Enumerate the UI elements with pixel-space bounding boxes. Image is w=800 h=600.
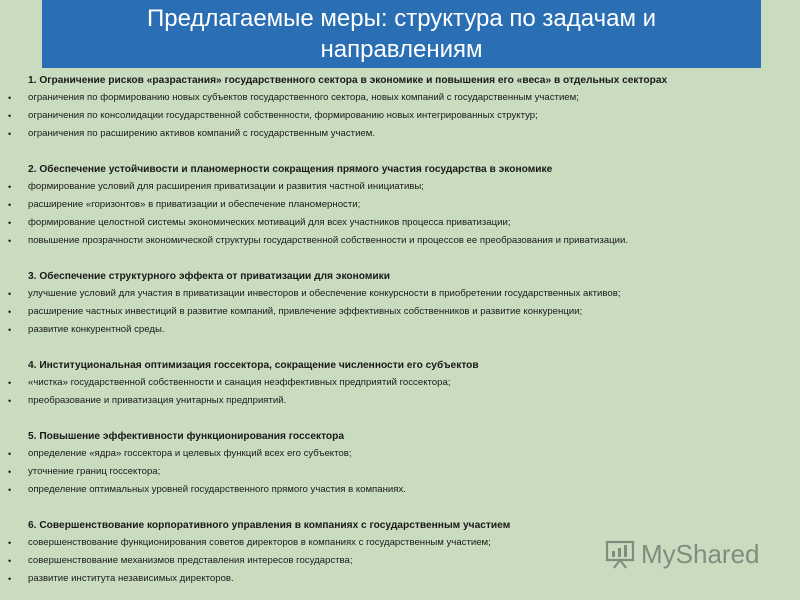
list-item (0, 374, 790, 392)
section-spacer (0, 250, 790, 268)
bullet-icon: • (8, 200, 12, 210)
list-item (0, 214, 790, 232)
section-heading: 6. Совершенствование корпоративного управления в компаниях с государственным участием (28, 520, 511, 531)
bullet-icon: • (8, 236, 12, 246)
section-3 (0, 268, 790, 339)
bullet-icon: • (8, 467, 12, 477)
list-item (0, 125, 790, 143)
section-spacer (0, 410, 790, 428)
list-item-text: развитие института независимых директоров. (28, 573, 234, 584)
bullet-list (0, 374, 790, 410)
watermark-text: MyShared (641, 538, 760, 569)
list-item (0, 445, 790, 463)
list-item (0, 392, 790, 410)
presentation-board-icon (605, 539, 635, 569)
section-spacer (0, 339, 790, 357)
list-item-text: уточнение границ госсектора; (28, 466, 161, 477)
section-heading: 1. Ограничение рисков «разрастания» государственного сектора в экономике и повышения его «веса» в отдельных секторах (28, 75, 668, 86)
list-item (0, 89, 790, 107)
slide-title: Предлагаемые меры: структура по задачам и направлениям (146, 5, 657, 63)
list-item-text: преобразование и приватизация унитарных предприятий. (28, 395, 287, 406)
bullet-icon: • (8, 449, 12, 459)
bullet-icon: • (8, 111, 12, 121)
bullet-icon: • (8, 538, 12, 548)
bullet-list (0, 285, 790, 339)
section-5 (0, 428, 790, 499)
list-item-text: совершенствование функционирования советов директоров в компаниях с государственным участием; (28, 537, 491, 548)
section-4 (0, 357, 790, 410)
list-item (0, 463, 790, 481)
list-item-text: ограничения по консолидации государственной собственности, формированию новых интегрированных структур; (28, 110, 538, 121)
list-item-text: определение оптимальных уровней государственного прямого участия в компаниях. (28, 484, 406, 495)
bullet-icon: • (8, 93, 12, 103)
section-heading: 3. Обеспечение структурного эффекта от приватизации для экономики (28, 271, 391, 282)
bullet-icon: • (8, 182, 12, 192)
slide-content (0, 72, 790, 588)
list-item-text: улучшение условий для участия в приватизации инвесторов и обеспечение конкурсности в приобретении государственных активов; (28, 288, 621, 299)
slide-title-bar (42, 0, 761, 68)
bullet-icon: • (8, 218, 12, 228)
bullet-list (0, 445, 790, 499)
list-item (0, 481, 790, 499)
list-item (0, 107, 790, 125)
section-2 (0, 161, 790, 250)
list-item-text: совершенствование механизмов представления интересов государства; (28, 555, 353, 566)
section-heading: 4. Институциональная оптимизация госсектора, сокращение численности его субъектов (28, 360, 479, 371)
section-spacer (0, 499, 790, 517)
bullet-icon: • (8, 325, 12, 335)
section-heading: 5. Повышение эффективности функционирования госсектора (28, 431, 345, 442)
bullet-icon: • (8, 289, 12, 299)
bullet-icon: • (8, 396, 12, 406)
list-item (0, 321, 790, 339)
bullet-icon: • (8, 378, 12, 388)
myshared-watermark (605, 532, 760, 576)
list-item-text: формирование целостной системы экономических мотиваций для всех участников процесса приватизации; (28, 217, 511, 228)
list-item-text: повышение прозрачности экономической структуры государственной собственности и процессов ее преобразования и приватизации. (28, 235, 629, 246)
list-item-text: ограничения по расширению активов компаний с государственным участием. (28, 128, 376, 139)
bullet-icon: • (8, 574, 12, 584)
section-heading: 2. Обеспечение устойчивости и планомерности сокращения прямого участия государства в экономике (28, 164, 553, 175)
bullet-icon: • (8, 129, 12, 139)
bullet-icon: • (8, 307, 12, 317)
list-item (0, 196, 790, 214)
section-spacer (0, 143, 790, 161)
bullet-icon: • (8, 485, 12, 495)
list-item-text: расширение частных инвестиций в развитие компаний, привлечение эффективных собственников и развитие конкуренции; (28, 306, 583, 317)
list-item-text: «чистка» государственной собственности и санация неэффективных предприятий госсектора; (28, 377, 451, 388)
section-1 (0, 72, 790, 143)
list-item (0, 285, 790, 303)
list-item (0, 232, 790, 250)
list-item-text: развитие конкурентной среды. (28, 324, 165, 335)
list-item-text: расширение «горизонтов» в приватизации и обеспечение планомерности; (28, 199, 361, 210)
bullet-list (0, 89, 790, 143)
bullet-icon: • (8, 556, 12, 566)
bullet-list (0, 178, 790, 250)
list-item-text: формирование условий для расширения приватизации и развития частной инициативы; (28, 181, 424, 192)
list-item (0, 303, 790, 321)
list-item-text: определение «ядра» госсектора и целевых функций всех его субъектов; (28, 448, 352, 459)
list-item-text: ограничения по формированию новых субъектов государственного сектора, новых компаний с государственным участием; (28, 92, 579, 103)
list-item (0, 178, 790, 196)
